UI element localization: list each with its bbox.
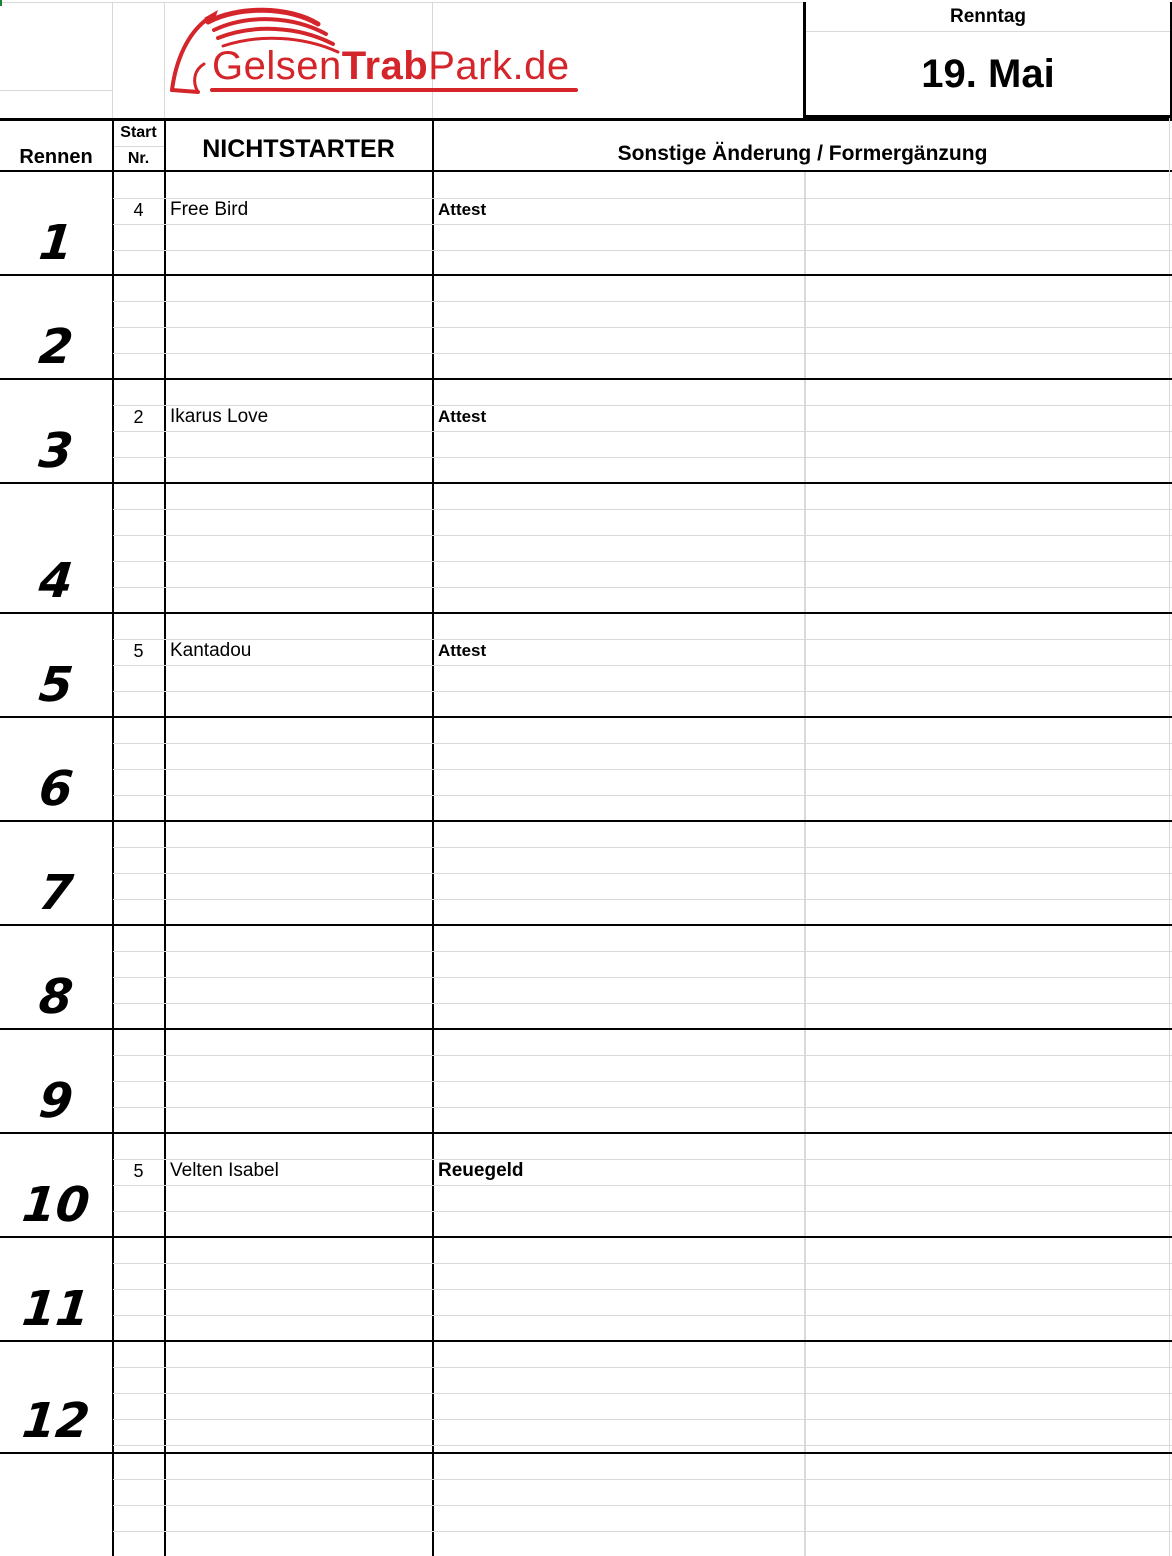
header-gridline [0, 90, 112, 91]
race-separator [0, 274, 1172, 276]
subrow-gridline [113, 1107, 1172, 1108]
race-number-11: 11 [19, 1281, 93, 1337]
race-separator [0, 924, 1172, 926]
race-separator [0, 716, 1172, 718]
subrow-gridline [113, 1419, 1172, 1420]
subrow-gridline [113, 1289, 1172, 1290]
note-cell[interactable]: Attest [438, 641, 487, 660]
note-cell[interactable]: Reuegeld [438, 1160, 524, 1181]
subrow-gridline [113, 873, 1172, 874]
top-gridline [0, 2, 804, 3]
subrow-gridline [113, 743, 1172, 744]
header-top-border [0, 118, 1172, 121]
race-separator [0, 1132, 1172, 1134]
race-number-5: 5 [36, 657, 76, 713]
subrow-gridline [113, 795, 1172, 796]
race-number-2: 2 [36, 319, 76, 375]
subrow-gridline [113, 198, 1172, 199]
subrow-gridline [113, 1445, 1172, 1446]
race-separator [0, 482, 1172, 484]
renntag-date: 19. Mai [921, 52, 1055, 96]
subrow-gridline [113, 431, 1172, 432]
subrow-gridline [113, 1315, 1172, 1316]
race-number-6: 6 [36, 761, 76, 817]
race-number-7: 7 [36, 865, 76, 921]
subrow-gridline [113, 1055, 1172, 1056]
race-number-9: 9 [36, 1073, 76, 1129]
race-number-1: 1 [36, 215, 76, 271]
subrow-gridline [113, 847, 1172, 848]
race-separator [0, 1028, 1172, 1030]
race-number-10: 10 [19, 1177, 93, 1233]
subrow-gridline [113, 457, 1172, 458]
subrow-gridline [113, 587, 1172, 588]
start-nr-cell[interactable]: 2 [133, 407, 144, 427]
race-number-3: 3 [36, 423, 76, 479]
race-number-12: 12 [19, 1393, 93, 1449]
subrow-gridline [113, 1003, 1172, 1004]
col-header-start: Start [120, 124, 157, 141]
subrow-gridline [113, 1393, 1172, 1394]
subrow-gridline [113, 1081, 1172, 1082]
note-cell[interactable]: Attest [438, 200, 487, 219]
header-bottom-border [0, 170, 1172, 172]
race-separator [0, 378, 1172, 380]
subrow-gridline [113, 977, 1172, 978]
race-number-4: 4 [36, 553, 76, 609]
logo-wordmark: GelsenTrabPark.de [212, 44, 570, 88]
subrow-gridline [113, 899, 1172, 900]
subrow-gridline [113, 1367, 1172, 1368]
subrow-gridline [113, 1479, 1172, 1480]
subrow-gridline [113, 1211, 1172, 1212]
race-separator [0, 1452, 1172, 1454]
race-separator [0, 820, 1172, 822]
race-separator [0, 1236, 1172, 1238]
subrow-gridline [113, 509, 1172, 510]
subrow-gridline [113, 535, 1172, 536]
header-vline [112, 2, 113, 119]
subrow-gridline [113, 301, 1172, 302]
note-cell[interactable]: Attest [438, 407, 487, 426]
subrow-gridline [113, 639, 1172, 640]
subrow-gridline [113, 1185, 1172, 1186]
col-header-nr: Nr. [127, 150, 150, 167]
renntag-label: Renntag [950, 6, 1026, 27]
horse-name-cell[interactable]: Velten Isabel [170, 1160, 279, 1181]
subrow-gridline [113, 665, 1172, 666]
col-header-nichtstarter: NICHTSTARTER [202, 135, 395, 163]
subrow-gridline [113, 405, 1172, 406]
subrow-gridline [113, 353, 1172, 354]
start-nr-cell[interactable]: 5 [133, 641, 144, 661]
subrow-gridline [113, 951, 1172, 952]
subrow-gridline [113, 327, 1172, 328]
col-header-rennen: Rennen [19, 146, 93, 168]
subrow-gridline [113, 1531, 1172, 1532]
subrow-gridline [113, 769, 1172, 770]
subrow-gridline [113, 1263, 1172, 1264]
renntag-divider [806, 31, 1170, 32]
race-separator [0, 1340, 1172, 1342]
gelsentrabpark-logo [168, 4, 580, 100]
start-nr-cell[interactable]: 4 [133, 200, 144, 220]
col-header-sonstige: Sonstige Änderung / Formergänzung [617, 142, 988, 165]
horse-name-cell[interactable]: Kantadou [170, 640, 252, 661]
header-vline [164, 2, 165, 119]
subrow-gridline [113, 250, 1172, 251]
race-separator [0, 612, 1172, 614]
subrow-gridline [113, 691, 1172, 692]
race-number-8: 8 [36, 969, 76, 1025]
start-nr-cell[interactable]: 5 [133, 1161, 144, 1181]
corner-marker [0, 0, 2, 6]
subrow-gridline [113, 561, 1172, 562]
subrow-gridline [113, 224, 1172, 225]
horse-name-cell[interactable]: Ikarus Love [170, 406, 269, 427]
subrow-gridline [113, 1505, 1172, 1506]
start-divider [113, 146, 164, 147]
horse-name-cell[interactable]: Free Bird [170, 199, 249, 220]
